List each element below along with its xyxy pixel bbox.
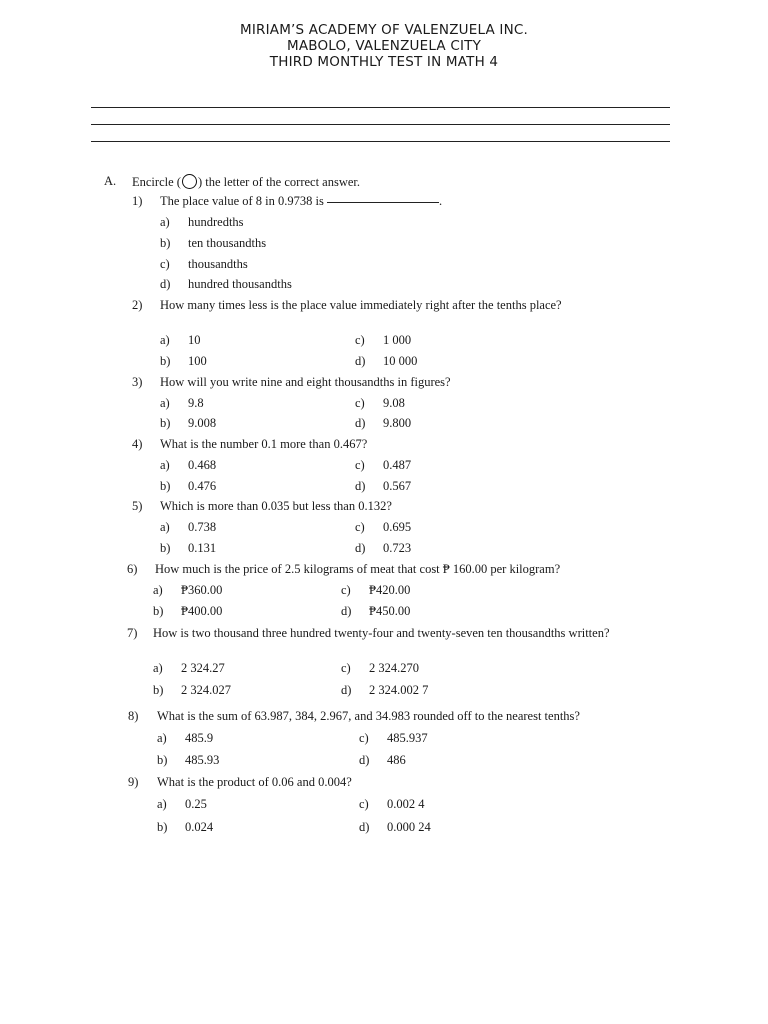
test-title: THIRD MONTHLY TEST IN MATH 4 (269, 54, 499, 70)
question-number: 9) (128, 775, 139, 789)
question-number: 1) (132, 194, 143, 208)
school-address: MABOLO, VALENZUELA CITY (286, 38, 482, 54)
circle-symbol-icon (182, 174, 197, 189)
choice-text: 0.000 24 (387, 820, 431, 834)
choice-letter[interactable]: b) (160, 354, 171, 368)
choice-letter[interactable]: c) (359, 731, 369, 745)
instruction-text-before: Encircle ( (132, 175, 181, 189)
choice-letter[interactable]: b) (157, 753, 168, 767)
question-text-before: The place value of 8 in 0.9738 is (160, 194, 324, 208)
school-name: MIRIAM’S ACADEMY OF VALENZUELA INC. (239, 22, 529, 38)
blank-line-1[interactable] (91, 107, 670, 108)
choice-letter[interactable]: d) (160, 277, 171, 291)
choice-text: 2 324.002 7 (369, 683, 429, 697)
choice-text: 0.487 (383, 458, 412, 472)
choice-text: 1 000 (383, 333, 412, 347)
choice-letter[interactable]: b) (153, 683, 164, 697)
question-number: 5) (132, 499, 143, 513)
choice-letter[interactable]: a) (160, 458, 170, 472)
choice-text: 9.800 (383, 416, 412, 430)
choice-text: ten thousandths (188, 236, 267, 250)
choice-letter[interactable]: c) (341, 661, 351, 675)
choice-letter[interactable]: a) (160, 396, 170, 410)
choice-letter[interactable]: c) (355, 396, 365, 410)
choice-letter[interactable]: d) (355, 354, 366, 368)
choice-text: 0.695 (383, 520, 412, 534)
choice-letter[interactable]: a) (153, 583, 163, 597)
question-number: 6) (127, 562, 138, 576)
choice-letter[interactable]: b) (160, 479, 171, 493)
choice-text: 2 324.27 (181, 661, 225, 675)
choice-letter[interactable]: c) (355, 520, 365, 534)
answer-blank[interactable] (327, 202, 439, 203)
blank-line-3[interactable] (91, 141, 670, 142)
question-text: How will you write nine and eight thousandths in figures? (160, 375, 451, 389)
blank-line-2[interactable] (91, 124, 670, 125)
choice-text: 9.08 (383, 396, 405, 410)
question-text-after: . (438, 194, 443, 208)
choice-letter[interactable]: d) (341, 604, 352, 618)
section-instruction (132, 174, 360, 189)
choice-text: 100 (188, 354, 207, 368)
choice-text: 10 000 (383, 354, 418, 368)
choice-text: 0.723 (383, 541, 412, 555)
choice-letter[interactable]: c) (160, 257, 170, 271)
choice-letter[interactable]: c) (355, 458, 365, 472)
choice-text: 485.93 (185, 753, 220, 767)
choice-text: 0.468 (188, 458, 217, 472)
choice-letter[interactable]: a) (160, 333, 170, 347)
question-text (160, 194, 442, 208)
choice-text: hundred thousandths (188, 277, 292, 291)
question-text: What is the sum of 63.987, 384, 2.967, and 34.983 rounded off to the nearest tenths? (157, 709, 580, 723)
choice-letter[interactable]: d) (359, 820, 370, 834)
choice-letter[interactable]: d) (355, 416, 366, 430)
question-number: 2) (132, 298, 143, 312)
choice-text: 0.131 (188, 541, 217, 555)
choice-text: ₱450.00 (369, 604, 411, 618)
choice-text: 9.008 (188, 416, 217, 430)
choice-letter[interactable]: a) (157, 731, 167, 745)
choice-text: 2 324.027 (181, 683, 231, 697)
choice-text: 0.002 4 (387, 797, 425, 811)
question-text: Which is more than 0.035 but less than 0.132? (160, 499, 392, 513)
question-number: 4) (132, 437, 143, 451)
choice-letter[interactable]: a) (157, 797, 167, 811)
choice-letter[interactable]: a) (153, 661, 163, 675)
choice-letter[interactable]: b) (160, 416, 171, 430)
question-text: How many times less is the place value immediately right after the tenths place? (160, 298, 562, 312)
choice-text: 485.9 (185, 731, 214, 745)
choice-text: 10 (188, 333, 201, 347)
choice-text: ₱360.00 (181, 583, 223, 597)
choice-text: 2 324.270 (369, 661, 419, 675)
choice-text: 0.024 (185, 820, 214, 834)
choice-letter[interactable]: a) (160, 520, 170, 534)
choice-text: 0.567 (383, 479, 412, 493)
choice-letter[interactable]: c) (359, 797, 369, 811)
choice-text: 9.8 (188, 396, 204, 410)
choice-text: ₱400.00 (181, 604, 223, 618)
choice-letter[interactable]: d) (359, 753, 370, 767)
choice-text: 0.476 (188, 479, 217, 493)
choice-letter[interactable]: a) (160, 215, 170, 229)
question-text: How is two thousand three hundred twenty-four and twenty-seven ten thousandths written? (153, 626, 610, 640)
test-header (0, 22, 768, 70)
choice-letter[interactable]: c) (355, 333, 365, 347)
choice-letter[interactable]: d) (341, 683, 352, 697)
choice-letter[interactable]: d) (355, 541, 366, 555)
choice-letter[interactable]: b) (157, 820, 168, 834)
choice-letter[interactable]: d) (355, 479, 366, 493)
choice-text: 486 (387, 753, 406, 767)
question-number: 3) (132, 375, 143, 389)
choice-text: ₱420.00 (369, 583, 411, 597)
question-text: What is the product of 0.06 and 0.004? (157, 775, 352, 789)
question-number: 8) (128, 709, 139, 723)
instruction-text-after: ) the letter of the correct answer. (197, 175, 361, 189)
choice-letter[interactable]: b) (160, 236, 171, 250)
question-text: What is the number 0.1 more than 0.467? (160, 437, 368, 451)
choice-text: hundredths (188, 215, 244, 229)
question-text: How much is the price of 2.5 kilograms of meat that cost ₱ 160.00 per kilogram? (155, 562, 561, 576)
choice-text: thousandths (188, 257, 248, 271)
choice-text: 485.937 (387, 731, 428, 745)
choice-letter[interactable]: b) (160, 541, 171, 555)
choice-text: 0.25 (185, 797, 207, 811)
choice-text: 0.738 (188, 520, 217, 534)
question-number: 7) (127, 626, 138, 640)
section-letter: A. (104, 174, 117, 188)
choice-letter[interactable]: c) (341, 583, 351, 597)
choice-letter[interactable]: b) (153, 604, 164, 618)
